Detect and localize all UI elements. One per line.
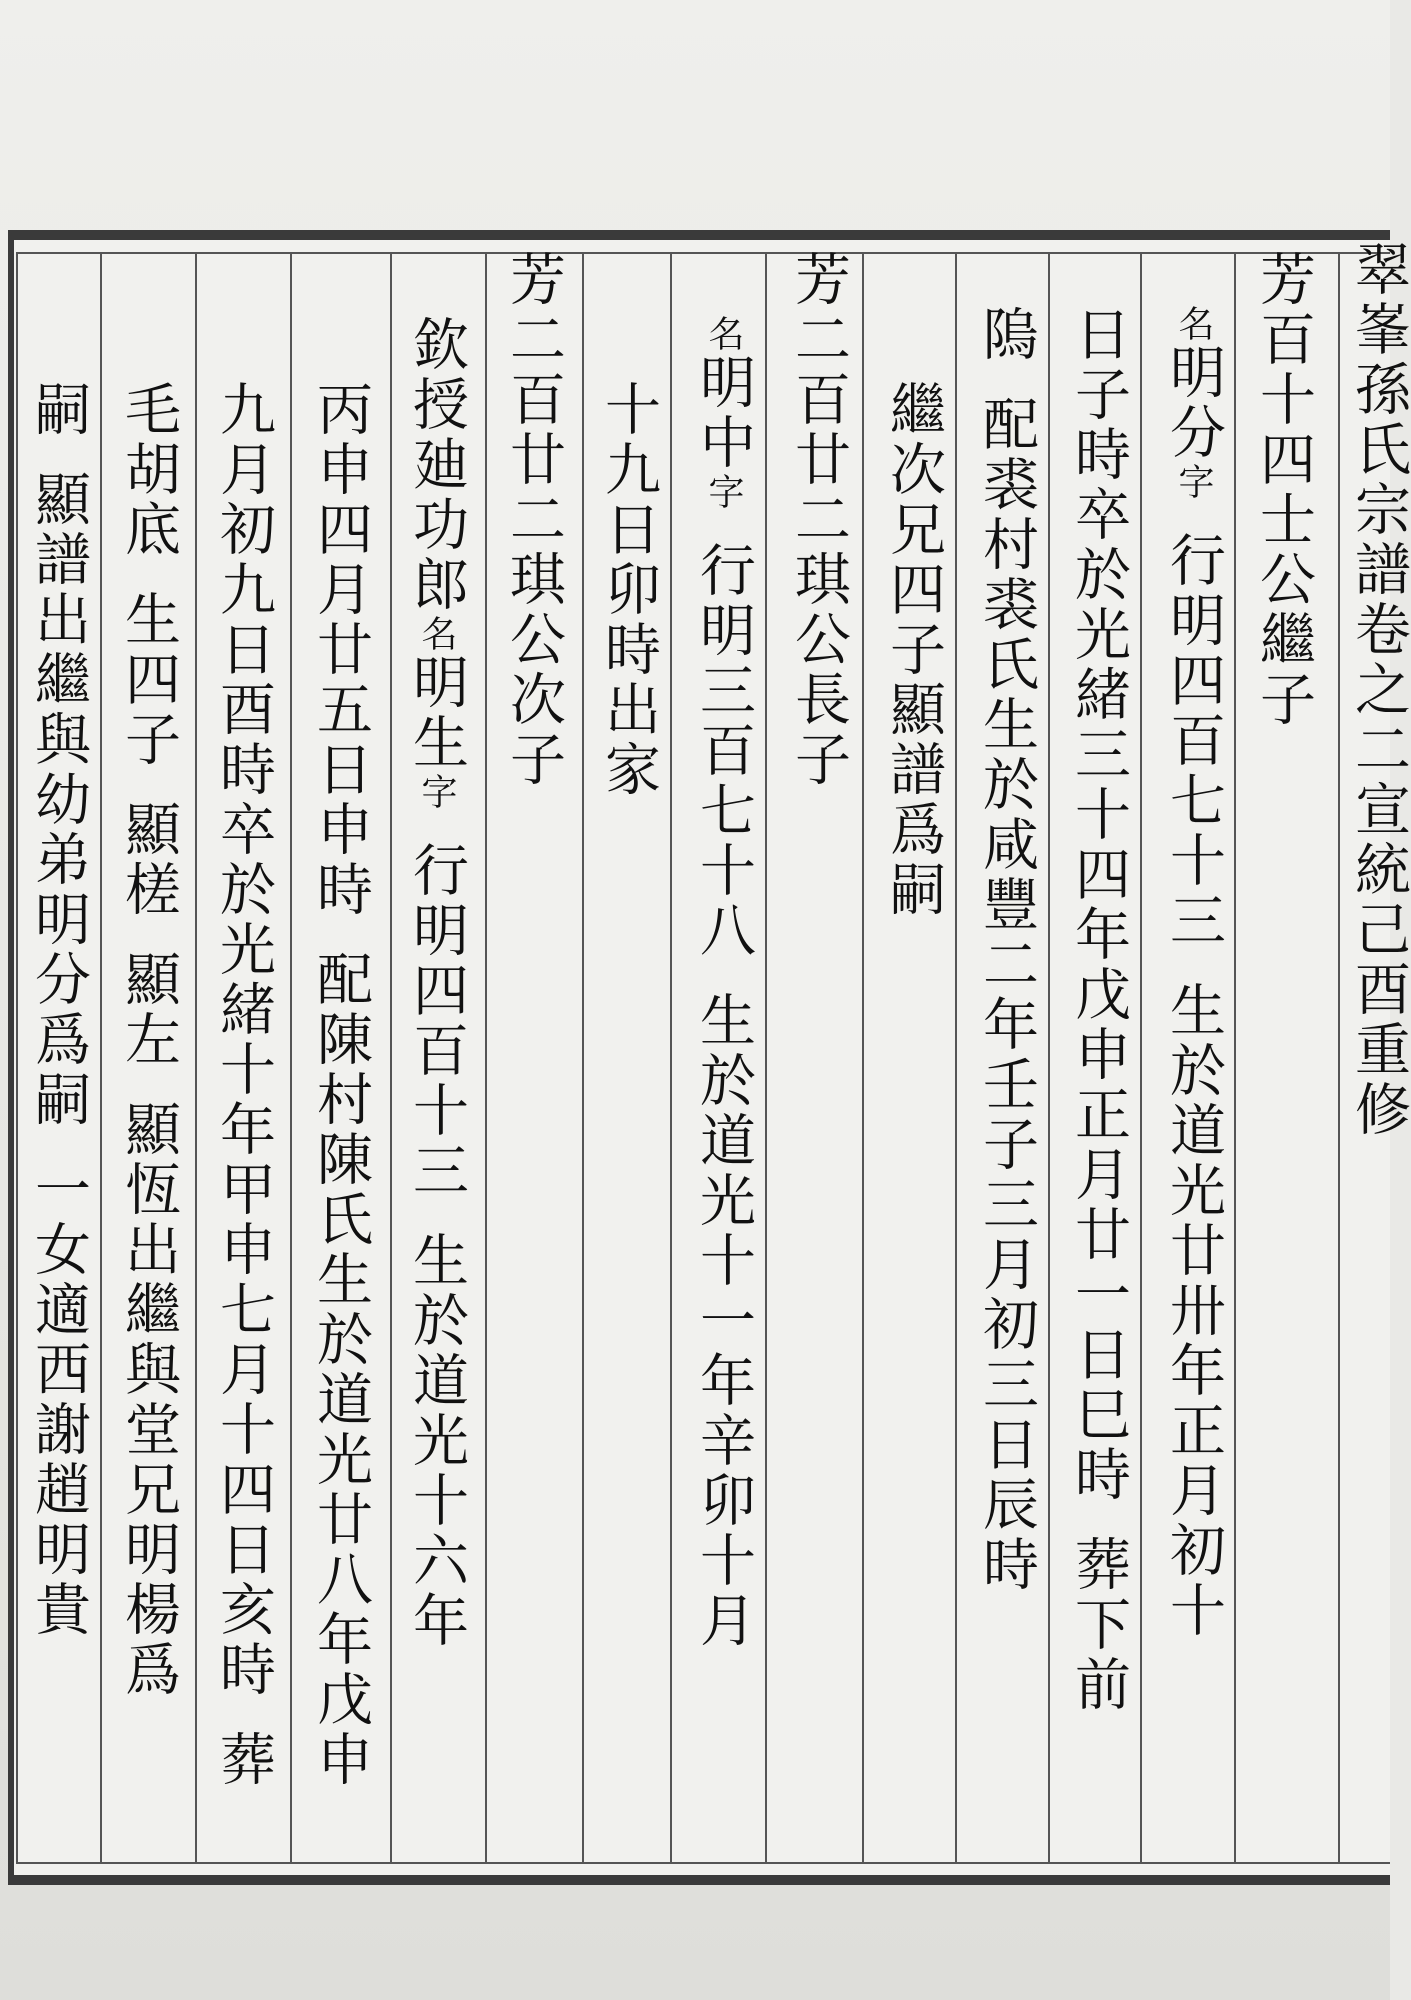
header-volume: 卷之二 (1346, 600, 1411, 780)
text-column (881, 380, 946, 920)
column-text: 一女適西謝趙明貴 (26, 1160, 91, 1640)
column-text: 配陳村陳氏生於道光廿八年戊申 (308, 950, 373, 1790)
column-divider (582, 254, 584, 1862)
column-text: 顯槎 (116, 800, 181, 920)
column-text: 日子時卒於光緒三十四年戊申正月廿一日巳時 (1066, 305, 1131, 1505)
text-column (211, 380, 276, 1790)
column-text: 生於道光十一年辛卯十月 (691, 991, 756, 1651)
column-divider (290, 254, 292, 1862)
text-column (974, 305, 1039, 1595)
column-divider (390, 254, 392, 1862)
column-text: 嗣 (26, 380, 91, 440)
column-divider (955, 254, 957, 1862)
text-column (596, 380, 661, 800)
column-text: 明中 (691, 353, 756, 473)
header-title: 翠峯孫氏宗譜 (1346, 240, 1411, 600)
column-divider (862, 254, 864, 1862)
text-column (116, 380, 181, 1700)
column-text: 芳二百廿二琪公長子 (786, 250, 851, 790)
column-text: 芳百十四士公繼子 (1251, 250, 1316, 730)
text-column (26, 380, 91, 1640)
text-column (404, 315, 469, 1651)
column-text: 九月初九日酉時卒於光緒十年甲申七月十四日亥時 (211, 380, 276, 1700)
column-divider (195, 254, 197, 1862)
text-column (308, 380, 373, 1790)
text-column (1066, 305, 1131, 1715)
text-column (501, 250, 566, 790)
column-text: 顯恆出繼與堂兄明楊爲 (116, 1100, 181, 1700)
column-text: 生於道光廿卅年正月初十 (1161, 981, 1226, 1641)
column-text: 生四子 (116, 590, 181, 770)
column-text: 顯譜出繼與幼弟明分爲嗣 (26, 470, 91, 1130)
column-divider (100, 254, 102, 1862)
column-text: 顯左 (116, 950, 181, 1070)
header-edition: 宣統己酉重修 (1346, 780, 1411, 1140)
column-divider (765, 254, 767, 1862)
column-text: 明生 (404, 653, 469, 773)
text-column (1161, 305, 1226, 1641)
annotation-text: 名 (1173, 305, 1214, 343)
column-text: 十九日卯時出家 (596, 380, 661, 800)
column-divider (1338, 254, 1340, 1862)
column-text: 隖 (974, 305, 1039, 365)
column-text: 芳二百廿二琪公次子 (501, 250, 566, 790)
annotation-text: 字 (1173, 463, 1214, 501)
annotation-text: 字 (703, 473, 744, 511)
column-text: 繼次兄四子顯譜爲嗣 (881, 380, 946, 920)
column-divider (670, 254, 672, 1862)
annotation-text: 名 (703, 315, 744, 353)
column-divider (485, 254, 487, 1862)
column-text: 生於道光十六年 (404, 1231, 469, 1651)
column-divider (1234, 254, 1236, 1862)
column-text: 配裘村裘氏生於咸豐二年壬子三月初三日辰時 (974, 395, 1039, 1595)
annotation-text: 字 (416, 773, 457, 811)
column-text: 葬 (211, 1730, 276, 1790)
column-text: 行明四百七十三 (1161, 531, 1226, 951)
column-text: 毛胡底 (116, 380, 181, 560)
text-column (1251, 250, 1316, 730)
text-column (691, 315, 756, 1651)
column-divider (1048, 254, 1050, 1862)
column-text: 葬下前 (1066, 1535, 1131, 1715)
column-text: 行明四百十三 (404, 841, 469, 1201)
header-column (1346, 240, 1411, 1140)
annotation-text: 名 (416, 615, 457, 653)
column-divider (1140, 254, 1142, 1862)
column-text: 欽授廸功郎 (404, 315, 469, 615)
column-text: 明分 (1161, 343, 1226, 463)
column-text: 丙申四月廿五日申時 (308, 380, 373, 920)
text-column (786, 250, 851, 790)
column-text: 行明三百七十八 (691, 541, 756, 961)
